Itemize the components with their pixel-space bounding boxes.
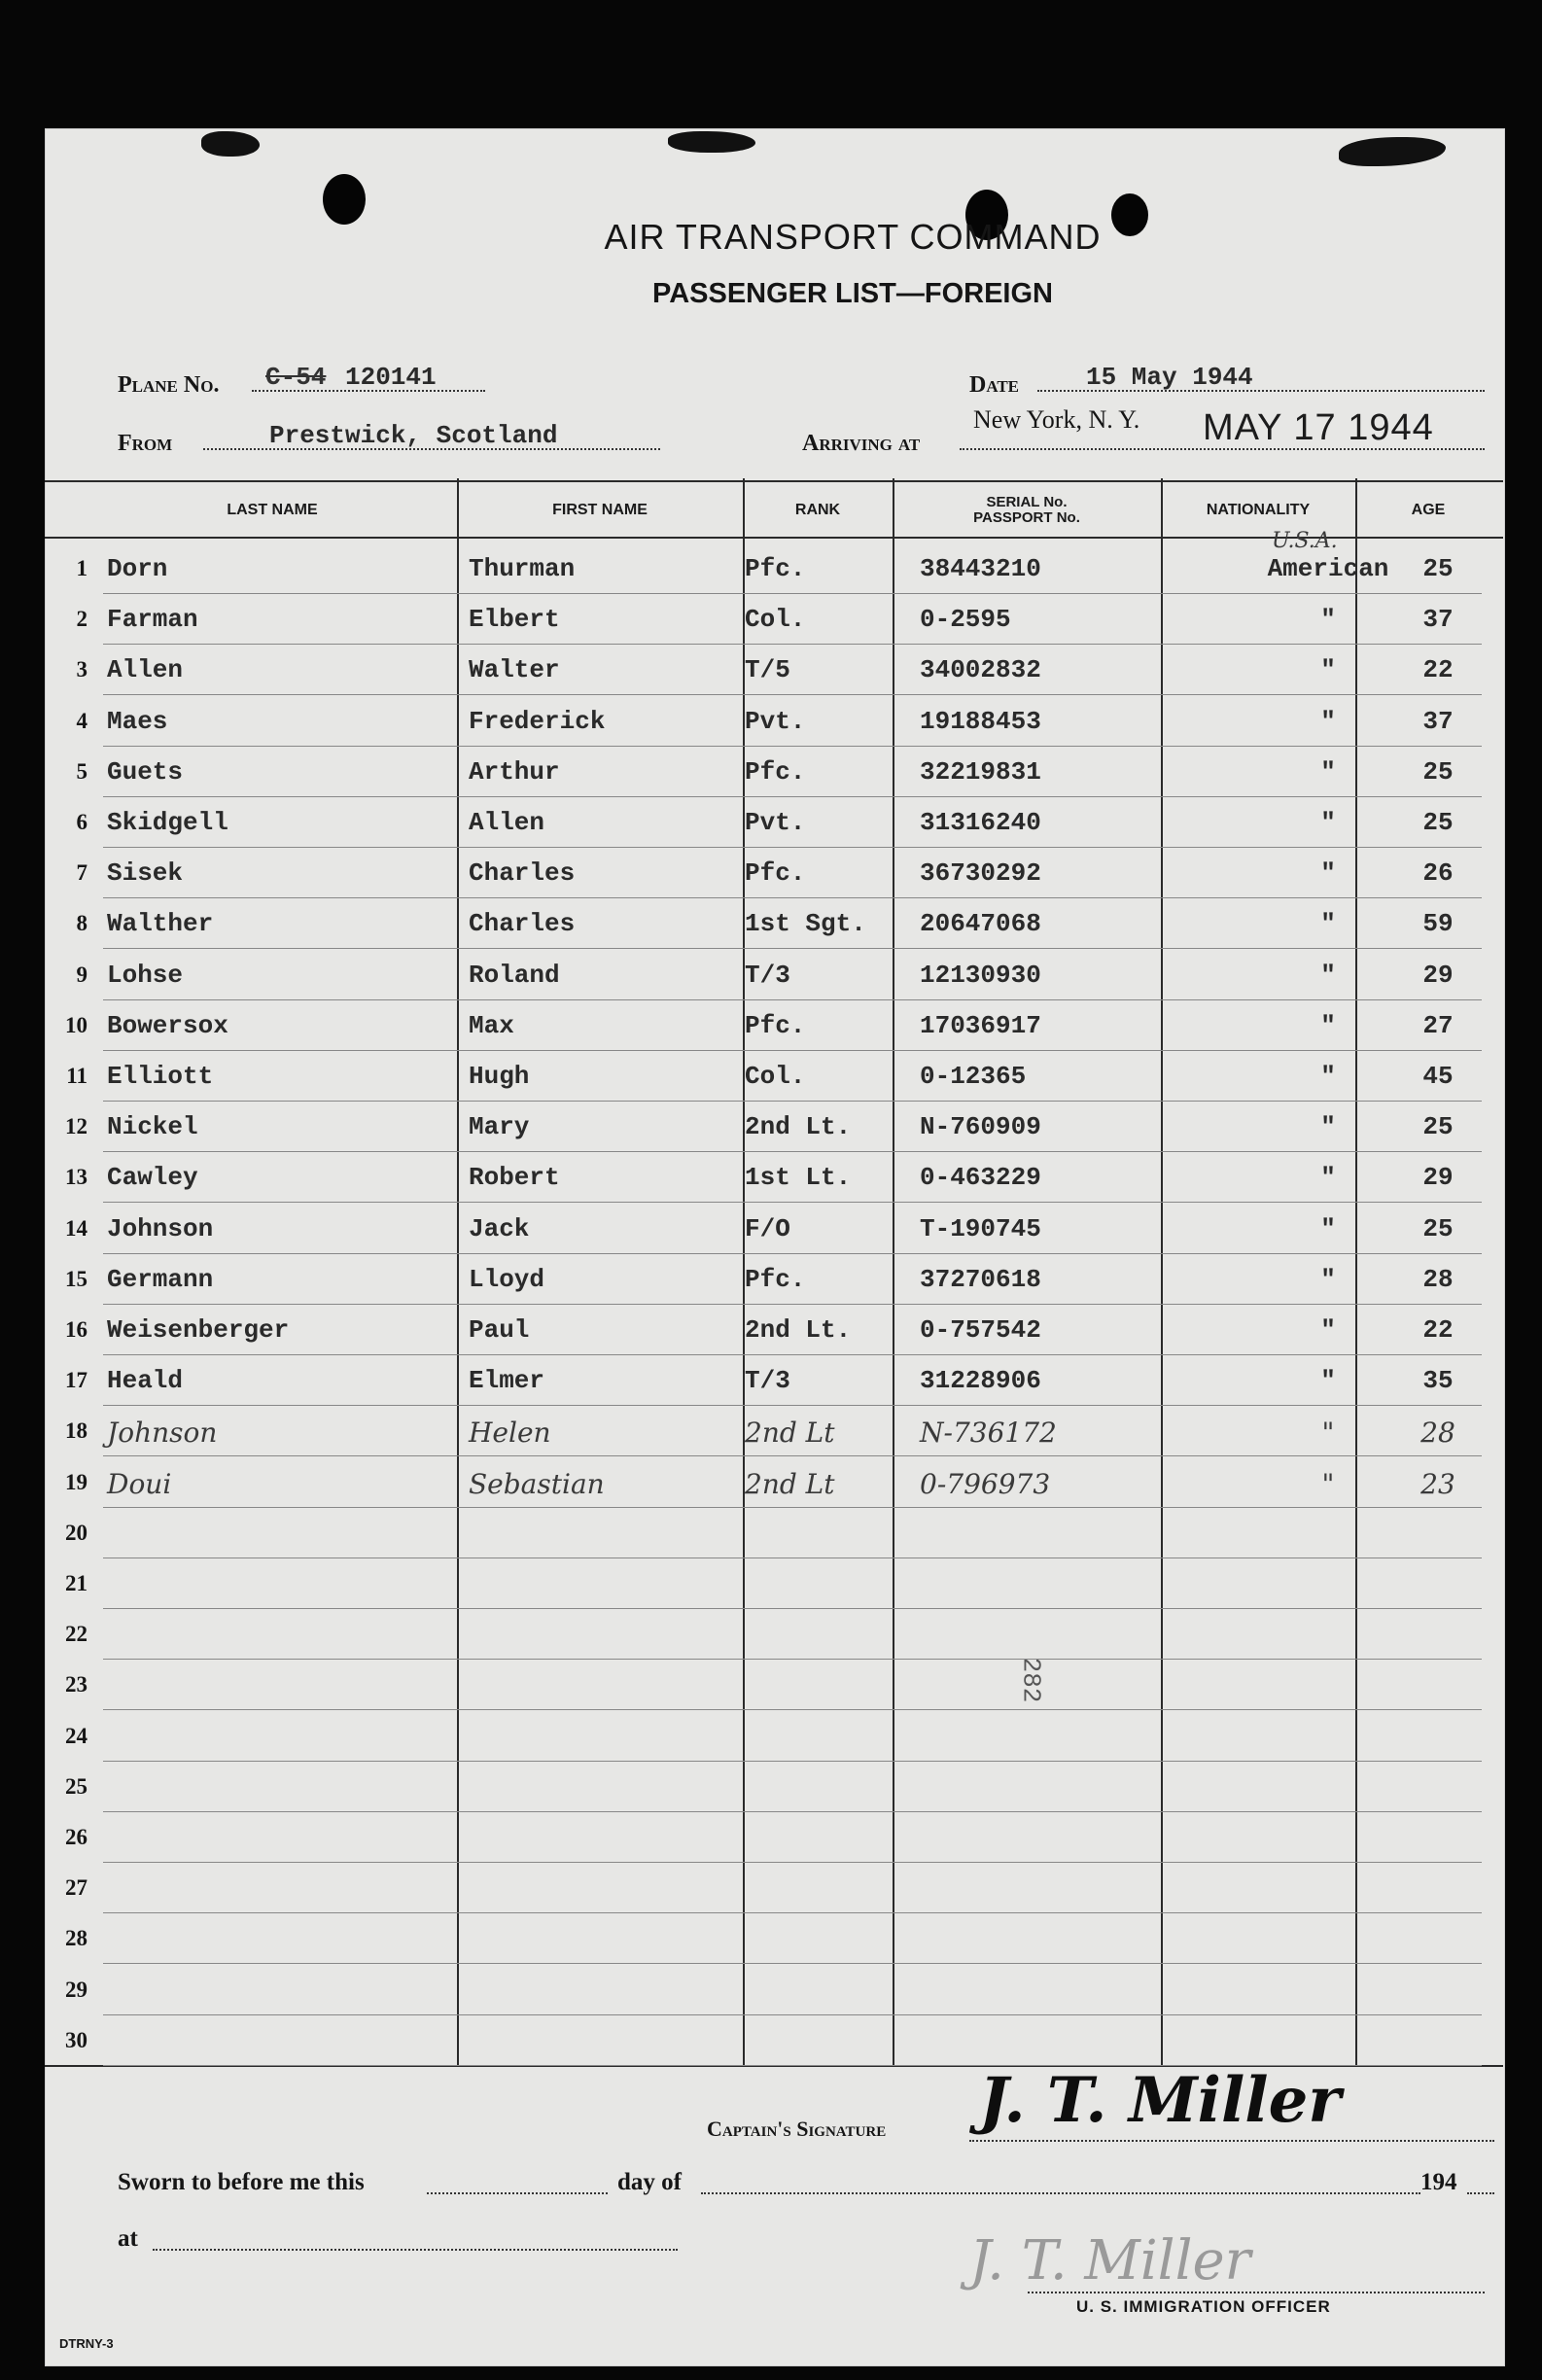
form-subtitle: PASSENGER LIST—FOREIGN bbox=[652, 278, 1053, 309]
row-rule bbox=[103, 1507, 1482, 1508]
column-header-serial: SERIAL No. bbox=[986, 494, 1068, 510]
table-row bbox=[45, 646, 1503, 695]
row-rule bbox=[103, 1202, 1482, 1203]
rank-cell: 2nd Lt bbox=[745, 1467, 835, 1500]
serial-number-cell: 36730292 bbox=[920, 858, 1041, 889]
row-rule bbox=[103, 2065, 1482, 2066]
serial-number-cell: 20647068 bbox=[920, 909, 1041, 939]
first-name-cell: Elmer bbox=[469, 1366, 545, 1396]
table-row bbox=[45, 1052, 1503, 1102]
table-row bbox=[45, 529, 1503, 594]
ink-smudge bbox=[668, 131, 755, 153]
officer-signature: J. T. Miller bbox=[969, 2229, 1251, 2292]
serial-number-cell: 12130930 bbox=[920, 960, 1041, 990]
rank-cell: 2nd Lt. bbox=[745, 1112, 852, 1142]
age-cell: 28 bbox=[1422, 1264, 1454, 1294]
age-cell: 35 bbox=[1422, 1366, 1454, 1396]
column-header-nationality: NATIONALITY bbox=[1206, 502, 1311, 518]
year-prefix: 194 bbox=[1420, 2169, 1457, 2195]
row-rule bbox=[103, 1050, 1482, 1051]
date-label: Date bbox=[969, 372, 1020, 398]
last-name-cell: Skidgell bbox=[107, 808, 228, 837]
row-number: 15 bbox=[65, 1266, 88, 1291]
row-rule bbox=[103, 644, 1482, 645]
nationality-cell: " bbox=[1320, 1112, 1336, 1142]
nationality-cell: " bbox=[1320, 1062, 1336, 1091]
officer-label: U. S. IMMIGRATION OFFICER bbox=[1076, 2297, 1331, 2316]
table-row bbox=[45, 798, 1503, 848]
plane-number-label: Plane No. bbox=[118, 372, 220, 398]
table-row bbox=[45, 1813, 1503, 1863]
row-rule bbox=[103, 1151, 1482, 1152]
column-header-last-name: LAST NAME bbox=[227, 502, 318, 518]
age-cell: 28 bbox=[1420, 1417, 1455, 1450]
row-number: 11 bbox=[66, 1064, 88, 1088]
row-number: 22 bbox=[65, 1622, 88, 1647]
age-cell: 25 bbox=[1422, 756, 1454, 787]
serial-number-cell: N-736172 bbox=[920, 1417, 1057, 1450]
column-header-age: AGE bbox=[1411, 502, 1446, 518]
age-cell: 37 bbox=[1422, 605, 1454, 635]
nationality-cell: " bbox=[1320, 808, 1336, 837]
table-row bbox=[45, 1205, 1503, 1254]
rank-cell: T/3 bbox=[745, 1366, 790, 1396]
row-rule bbox=[103, 694, 1482, 695]
age-cell: 22 bbox=[1422, 655, 1454, 685]
serial-number-cell: 32219831 bbox=[920, 756, 1041, 787]
first-name-cell: Jack bbox=[469, 1213, 530, 1243]
nationality-cell: " bbox=[1320, 1264, 1336, 1294]
nationality-cell: " bbox=[1320, 960, 1336, 990]
plane-number-value: 120141 bbox=[345, 363, 437, 392]
row-rule bbox=[103, 847, 1482, 848]
rank-cell: T/5 bbox=[745, 655, 790, 685]
nationality-cell: " bbox=[1320, 605, 1336, 635]
day-of-label: day of bbox=[617, 2169, 682, 2195]
row-number: 6 bbox=[76, 810, 88, 834]
table-row bbox=[45, 1763, 1503, 1812]
nationality-cell: " bbox=[1321, 1467, 1335, 1500]
last-name-cell: Maes bbox=[107, 706, 168, 736]
last-name-cell: Elliott bbox=[107, 1062, 214, 1091]
from-label: From bbox=[118, 431, 173, 456]
table-row bbox=[45, 1255, 1503, 1305]
row-rule bbox=[103, 897, 1482, 898]
table-row bbox=[45, 1661, 1503, 1710]
row-number: 23 bbox=[65, 1672, 88, 1698]
serial-number-cell: T-190745 bbox=[920, 1213, 1041, 1243]
margin-note: 282 bbox=[1016, 1657, 1046, 1703]
table-row bbox=[45, 1306, 1503, 1355]
row-number: 17 bbox=[65, 1368, 88, 1393]
row-number: 4 bbox=[76, 708, 88, 733]
first-name-cell: Charles bbox=[469, 858, 576, 889]
row-number: 20 bbox=[65, 1520, 88, 1545]
table-top-rule bbox=[45, 480, 1503, 482]
row-number: 16 bbox=[65, 1317, 88, 1342]
table-row bbox=[45, 951, 1503, 1000]
serial-number-cell: 38443210 bbox=[920, 554, 1041, 583]
age-cell: 23 bbox=[1420, 1467, 1455, 1500]
first-name-cell: Allen bbox=[469, 808, 545, 837]
nationality-cell: " bbox=[1320, 1315, 1336, 1345]
row-number: 27 bbox=[65, 1875, 88, 1901]
first-name-cell: Roland bbox=[469, 960, 560, 990]
nationality-cell: " bbox=[1320, 909, 1336, 939]
last-name-cell: Germann bbox=[107, 1264, 214, 1294]
rank-cell: 1st Lt. bbox=[745, 1163, 852, 1193]
serial-number-cell: 31316240 bbox=[920, 808, 1041, 837]
first-name-cell: Helen bbox=[469, 1417, 551, 1450]
column-header-first-name: FIRST NAME bbox=[552, 502, 648, 518]
rank-cell: F/O bbox=[745, 1213, 790, 1243]
row-rule bbox=[103, 1811, 1482, 1812]
last-name-cell: Walther bbox=[107, 909, 214, 939]
first-name-cell: Paul bbox=[469, 1315, 530, 1345]
row-number: 24 bbox=[65, 1723, 88, 1748]
row-number: 13 bbox=[65, 1165, 88, 1190]
table-row bbox=[45, 1864, 1503, 1913]
row-number: 29 bbox=[65, 1977, 88, 2002]
age-cell: 25 bbox=[1422, 554, 1454, 583]
sworn-day-line bbox=[427, 2192, 608, 2194]
last-name-cell: Johnson bbox=[107, 1417, 218, 1450]
ink-smudge bbox=[201, 131, 260, 157]
age-cell: 27 bbox=[1422, 1010, 1454, 1040]
last-name-cell: Weisenberger bbox=[107, 1315, 290, 1345]
row-number: 18 bbox=[65, 1418, 88, 1444]
sworn-month-line bbox=[701, 2192, 1420, 2194]
row-rule bbox=[103, 1405, 1482, 1406]
first-name-cell: Elbert bbox=[469, 605, 560, 635]
last-name-cell: Lohse bbox=[107, 960, 184, 990]
nationality-annotation: U.S.A. bbox=[1272, 529, 1338, 553]
nationality-cell: American bbox=[1267, 554, 1389, 583]
at-label: at bbox=[118, 2225, 138, 2252]
row-rule bbox=[103, 1963, 1482, 1964]
ink-smudge bbox=[1339, 137, 1446, 166]
rank-cell: T/3 bbox=[745, 960, 790, 990]
serial-number-cell: 0-757542 bbox=[920, 1315, 1041, 1345]
last-name-cell: Nickel bbox=[107, 1112, 198, 1142]
row-number: 3 bbox=[76, 657, 88, 682]
table-row bbox=[45, 697, 1503, 747]
first-name-cell: Arthur bbox=[469, 756, 560, 787]
serial-number-cell: 17036917 bbox=[920, 1010, 1041, 1040]
nationality-cell: " bbox=[1320, 1010, 1336, 1040]
row-number: 14 bbox=[65, 1215, 88, 1241]
serial-number-cell: 0-2595 bbox=[920, 605, 1011, 635]
last-name-cell: Bowersox bbox=[107, 1010, 228, 1040]
first-name-cell: Mary bbox=[469, 1112, 530, 1142]
row-number: 8 bbox=[76, 911, 88, 936]
nationality-cell: " bbox=[1320, 655, 1336, 685]
first-name-cell: Frederick bbox=[469, 706, 606, 736]
officer-signature-line bbox=[1028, 2292, 1485, 2293]
row-number: 30 bbox=[65, 2027, 88, 2052]
captain-signature-label: Captain's Signature bbox=[707, 2117, 887, 2141]
last-name-cell: Guets bbox=[107, 756, 184, 787]
nationality-cell: " bbox=[1320, 1213, 1336, 1243]
row-number: 19 bbox=[65, 1469, 88, 1494]
nationality-cell: " bbox=[1320, 756, 1336, 787]
first-name-cell: Thurman bbox=[469, 554, 576, 583]
rank-cell: 1st Sgt. bbox=[745, 909, 866, 939]
age-cell: 29 bbox=[1422, 960, 1454, 990]
row-rule bbox=[103, 1761, 1482, 1762]
form-title: AIR TRANSPORT COMMAND bbox=[604, 217, 1102, 257]
table-row bbox=[45, 1407, 1503, 1456]
row-number: 7 bbox=[76, 860, 88, 886]
row-rule bbox=[103, 593, 1482, 594]
row-rule bbox=[103, 1912, 1482, 1913]
age-cell: 25 bbox=[1422, 1213, 1454, 1243]
last-name-cell: Dorn bbox=[107, 554, 168, 583]
nationality-cell: " bbox=[1320, 1366, 1336, 1396]
serial-number-cell: 0-12365 bbox=[920, 1062, 1027, 1091]
table-row bbox=[45, 595, 1503, 645]
row-number: 2 bbox=[76, 607, 88, 632]
rank-cell: Col. bbox=[745, 605, 806, 635]
arrival-date-stamp: MAY 17 1944 bbox=[1203, 407, 1434, 448]
rank-cell: Pfc. bbox=[745, 756, 806, 787]
row-rule bbox=[103, 948, 1482, 949]
row-rule bbox=[103, 1709, 1482, 1710]
row-number: 26 bbox=[65, 1825, 88, 1849]
table-row bbox=[45, 1914, 1503, 1964]
table-row bbox=[45, 899, 1503, 949]
age-cell: 45 bbox=[1422, 1062, 1454, 1091]
table-row bbox=[45, 748, 1503, 797]
row-rule bbox=[103, 1354, 1482, 1355]
table-row bbox=[45, 1458, 1503, 1508]
last-name-cell: Sisek bbox=[107, 858, 184, 889]
nationality-cell: " bbox=[1320, 1163, 1336, 1193]
age-cell: 59 bbox=[1422, 909, 1454, 939]
table-row bbox=[45, 1001, 1503, 1051]
rank-cell: Pfc. bbox=[745, 1010, 806, 1040]
from-value: Prestwick, Scotland bbox=[269, 421, 558, 450]
table-row bbox=[45, 1559, 1503, 1609]
first-name-cell: Max bbox=[469, 1010, 514, 1040]
captain-signature-line bbox=[969, 2140, 1494, 2142]
first-name-cell: Lloyd bbox=[469, 1264, 545, 1294]
rank-cell: Col. bbox=[745, 1062, 806, 1091]
row-rule bbox=[103, 999, 1482, 1000]
row-rule bbox=[103, 746, 1482, 747]
nationality-cell: " bbox=[1320, 858, 1336, 889]
rank-cell: 2nd Lt bbox=[745, 1417, 835, 1450]
row-rule bbox=[103, 1101, 1482, 1102]
captain-signature: J. T. Miller bbox=[979, 2064, 1342, 2137]
row-number: 28 bbox=[65, 1926, 88, 1951]
table-row bbox=[45, 849, 1503, 898]
rank-cell: Pfc. bbox=[745, 858, 806, 889]
serial-number-cell: 19188453 bbox=[920, 706, 1041, 736]
last-name-cell: Doui bbox=[107, 1467, 172, 1500]
age-cell: 25 bbox=[1422, 808, 1454, 837]
arriving-city: New York, N. Y. bbox=[973, 405, 1140, 434]
row-rule bbox=[103, 1862, 1482, 1863]
row-rule bbox=[103, 1608, 1482, 1609]
row-number: 9 bbox=[76, 962, 88, 987]
table-row bbox=[45, 1102, 1503, 1152]
row-number: 1 bbox=[76, 556, 88, 580]
table-row bbox=[45, 1712, 1503, 1762]
at-line bbox=[153, 2249, 678, 2251]
serial-number-cell: 0-463229 bbox=[920, 1163, 1041, 1193]
first-name-cell: Hugh bbox=[469, 1062, 530, 1091]
row-number: 12 bbox=[65, 1114, 88, 1139]
table-row bbox=[45, 1153, 1503, 1203]
row-rule bbox=[103, 1253, 1482, 1254]
rank-cell: 2nd Lt. bbox=[745, 1315, 852, 1345]
table-row bbox=[45, 1509, 1503, 1558]
last-name-cell: Farman bbox=[107, 605, 198, 635]
column-header-passport: PASSPORT No. bbox=[973, 509, 1080, 526]
date-value: 15 May 1944 bbox=[1086, 363, 1253, 392]
column-header-rank: RANK bbox=[794, 502, 841, 518]
first-name-cell: Walter bbox=[469, 655, 560, 685]
table-row bbox=[45, 1356, 1503, 1406]
last-name-cell: Johnson bbox=[107, 1213, 214, 1243]
struck-prefix: C-54 bbox=[265, 363, 327, 392]
rank-cell: Pvt. bbox=[745, 808, 806, 837]
age-cell: 37 bbox=[1422, 706, 1454, 736]
row-rule bbox=[103, 1659, 1482, 1660]
age-cell: 29 bbox=[1422, 1163, 1454, 1193]
first-name-cell: Charles bbox=[469, 909, 576, 939]
rank-cell: Pfc. bbox=[745, 554, 806, 583]
sworn-label: Sworn to before me this bbox=[118, 2169, 365, 2195]
last-name-cell: Cawley bbox=[107, 1163, 198, 1193]
punch-hole bbox=[323, 174, 366, 225]
last-name-cell: Allen bbox=[107, 655, 184, 685]
table-row bbox=[45, 2016, 1503, 2066]
age-cell: 25 bbox=[1422, 1112, 1454, 1142]
form-code: DTRNY-3 bbox=[59, 2336, 114, 2351]
arriving-label: Arriving at bbox=[802, 431, 921, 456]
serial-number-cell: 34002832 bbox=[920, 655, 1041, 685]
row-number: 5 bbox=[76, 758, 88, 784]
rank-cell: Pvt. bbox=[745, 706, 806, 736]
serial-number-cell: 31228906 bbox=[920, 1366, 1041, 1396]
nationality-cell: " bbox=[1321, 1417, 1335, 1450]
rank-cell: Pfc. bbox=[745, 1264, 806, 1294]
age-cell: 26 bbox=[1422, 858, 1454, 889]
first-name-cell: Robert bbox=[469, 1163, 560, 1193]
age-cell: 22 bbox=[1422, 1315, 1454, 1345]
nationality-cell: " bbox=[1320, 706, 1336, 736]
serial-number-cell: 0-796973 bbox=[920, 1467, 1051, 1500]
row-number: 21 bbox=[65, 1571, 88, 1595]
row-rule bbox=[103, 1455, 1482, 1456]
serial-number-cell: 37270618 bbox=[920, 1264, 1041, 1294]
row-rule bbox=[103, 2014, 1482, 2015]
row-rule bbox=[103, 796, 1482, 797]
serial-number-cell: N-760909 bbox=[920, 1112, 1041, 1142]
last-name-cell: Heald bbox=[107, 1366, 184, 1396]
table-row bbox=[45, 1610, 1503, 1660]
year-line bbox=[1467, 2192, 1494, 2194]
row-number: 25 bbox=[65, 1773, 88, 1799]
row-rule bbox=[103, 1304, 1482, 1305]
table-row bbox=[45, 1966, 1503, 2015]
row-number: 10 bbox=[65, 1012, 88, 1037]
first-name-cell: Sebastian bbox=[469, 1467, 605, 1500]
